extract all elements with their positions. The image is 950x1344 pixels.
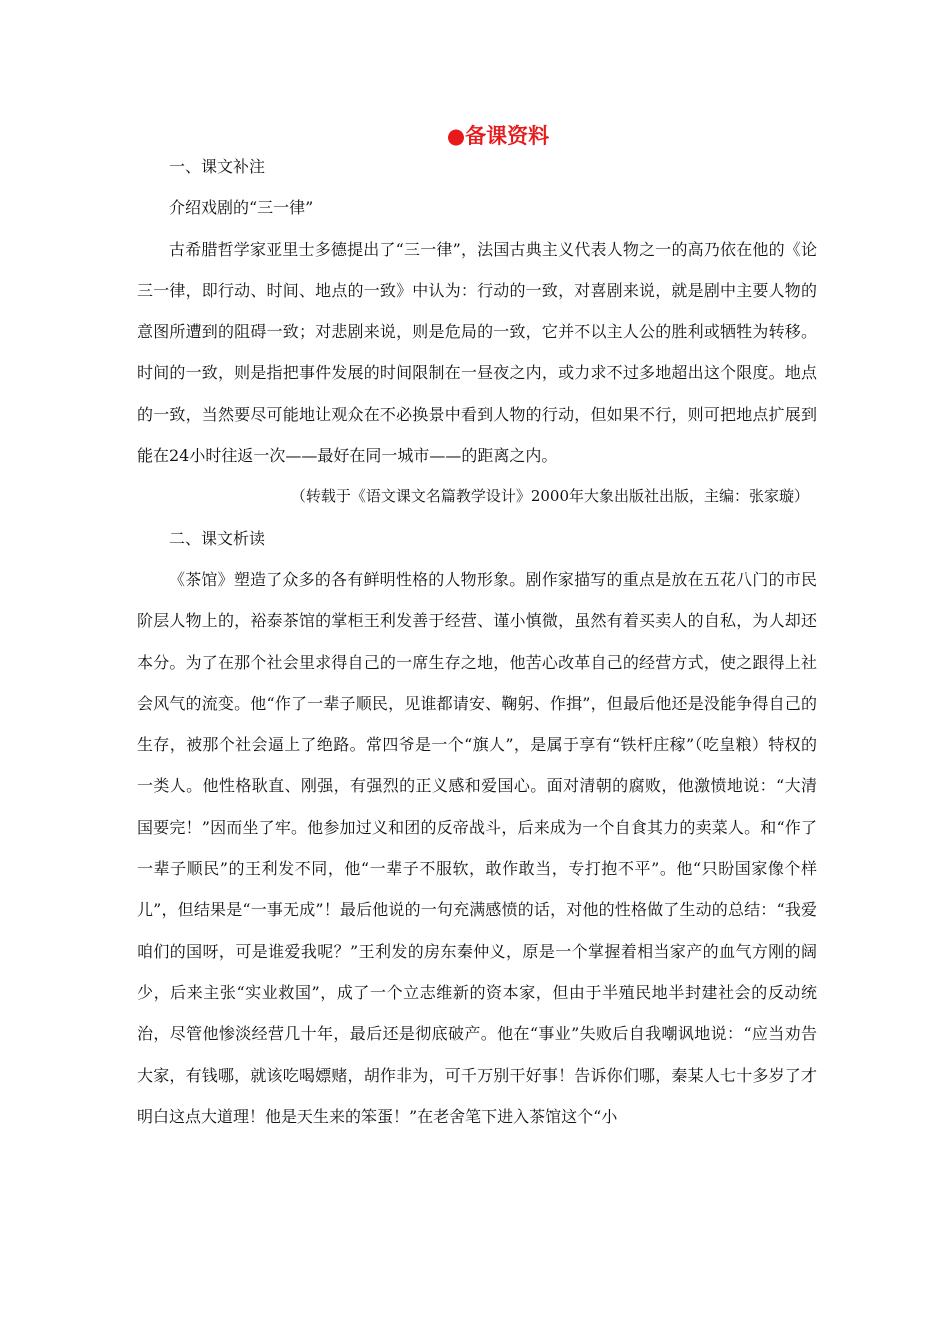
section2-heading: 二、课文析读 (169, 528, 266, 548)
section2-paragraph: 《茶馆》塑造了众多的各有鲜明性格的人物形象。剧作家描写的重点是放在五花八门的市民阶层人物上的，裕泰茶馆的掌柜王利发善于经营、谨小慎微，虽然有着买卖人的自私，为人却还本分。为了在那个社会里求得自己的一席生存之地，他苦心改革自己的经营方式，使之跟得上社会风气的流变。他“作了一辈子顺民，见谁都请安、鞠躬、作揖”，但最后他还是没能争得自己的生存，被那个社会逼上了绝路。常四爷是一个“旗人”，是属于享有“铁杆庄稼”（吃皇粮）特权的一类人。他性格耿直、刚强，有强烈的正义感和爱国心。面对清朝的腐败，他激愤地说：“大清国要完！”因而坐了牢。他参加过义和团的反帝战斗，后来成为一个自食其力的卖菜人。和“作了一辈子顺民”的王利发不同，他“一辈子不服软，敢作敢当，专打抱不平”。他“只盼国家像个样儿”，但结果是“一事无成”！最后他说的一句充满感愤的话，对他的性格做了生动的总结：“我爱咱们的国呀，可是谁爱我呢？”王利发的房东秦仲义，原是一个掌握着相当家产的血气方刚的阔少，后来主张“实业救国”，成了一个立志维新的资本家，但由于半殖民地半封建社会的反动统治，尽管他惨淡经营几十年，最后还是彻底破产。他在“事业”失败后自我嘲讽地说：“应当劝告大家，有钱哪，就该吃喝嫖赌，胡作非为，可千万别干好事！告诉你们哪，秦某人七十多岁了才明白这点大道理！他是天生来的笨蛋！”在老舍笔下进入茶馆这个“小 (137, 569, 817, 1126)
section1-paragraph: 古希腊哲学家亚里士多德提出了“三一律”，法国古典主义代表人物之一的高乃依在他的《论三一律，即行动、时间、地点的一致》中认为：行动的一致，对喜剧来说，就是剧中主要人物的意图所遭到的阻碍一致；对悲剧来说，则是危局的一致，它并不以主人公的胜利或牺牲为转移。时间的一致，则是指把事件发展的时间限制在一昼夜之内，或力求不过多地超出这个限度。地点的一致，当然要尽可能地让观众在不必换景中看到人物的行动，但如果不行，则可把地点扩展到能在24小时往返一次——最好在同一城市——的距离之内。 (137, 239, 817, 466)
section1-source: （转载于《语文课文名篇教学设计》2000年大象出版社出版，主编：张家璇） (290, 487, 809, 506)
section1-subheading: 介绍戏剧的“三一律” (169, 198, 314, 218)
doc-content (137, 146, 817, 1137)
section1-heading: 一、课文补注 (169, 157, 266, 176)
bullet-dot-icon: ● (446, 123, 466, 148)
doc-title-text: 备课资料 (465, 123, 550, 148)
